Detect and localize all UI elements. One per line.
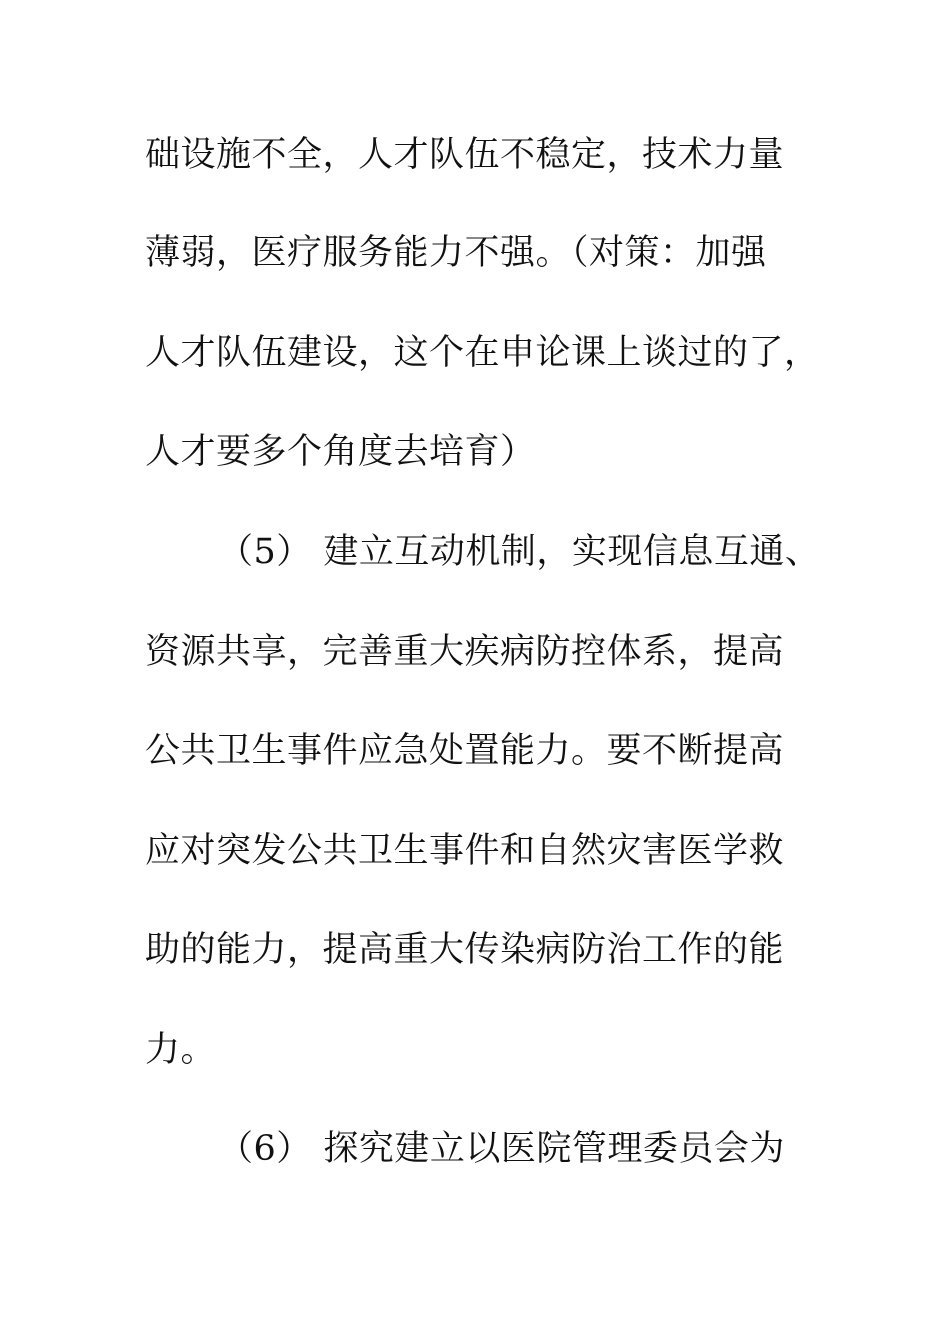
text-line-3: 人才队伍建设，这个在申论课上谈过的了，	[145, 333, 820, 373]
text-line-8: 应对突发公共卫生事件和自然灾害医学救	[145, 831, 785, 871]
text-line-9: 助的能力，提高重大传染病防治工作的能	[145, 930, 785, 970]
text-line-6: 资源共享，完善重大疾病防控体系，提高	[145, 632, 785, 672]
paragraph-5-heading-line: （5） 建立互动机制，实现信息互通、	[218, 532, 821, 572]
text-line-4: 人才要多个角度去培育）	[145, 432, 536, 472]
text-line-10: 力。	[145, 1030, 217, 1070]
paragraph-6-heading-line: （6） 探究建立以医院管理委员会为	[218, 1129, 785, 1169]
text-line-2: 薄弱，医疗服务能力不强。（对策：加强	[145, 233, 767, 273]
text-line-7: 公共卫生事件应急处置能力。要不断提高	[145, 731, 785, 771]
text-line-1: 础设施不全，人才队伍不稳定，技术力量	[145, 135, 785, 175]
